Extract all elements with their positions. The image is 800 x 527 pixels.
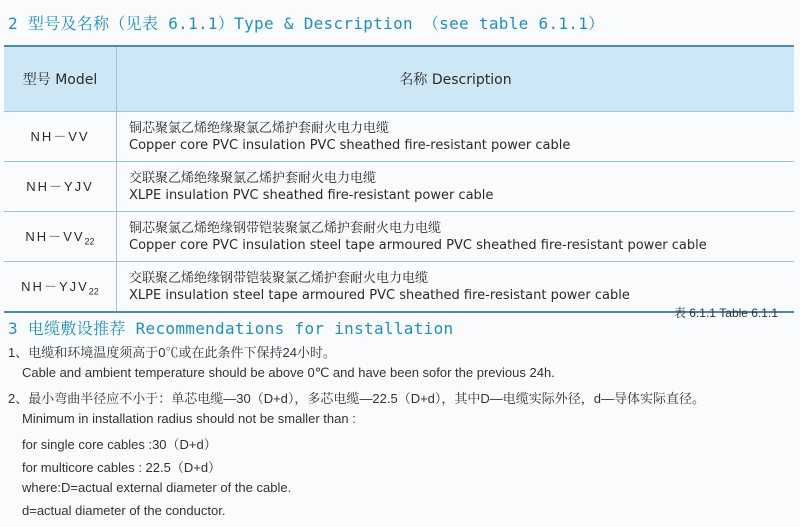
model-cell: NH－YJV [4,162,117,212]
item-2-en-line-1: Minimum in installation radius should not be smaller than : [22,411,356,426]
header-description: 名称 Description [117,46,795,112]
item-2-en-line-4: where:D=actual external diameter of the cable. [22,480,292,495]
table-row [4,162,794,212]
item-2-en-line-2: for single core cables :30（D+d） [22,437,217,452]
description-cn: 铜芯聚氯乙烯绝缘钢带铠装聚氯乙烯护套耐火电力电缆 [129,220,442,236]
item-1-en: Cable and ambient temperature should be above 0℃ and have been sofor the previous 24h. [22,365,555,380]
description-en: XLPE insulation steel tape armoured PVC sheathed fire-resistant power cable [129,287,630,303]
description-cn: 铜芯聚氯乙烯绝缘聚氯乙烯护套耐火电力电缆 [129,120,390,136]
section-title-type-description: 2 型号及名称（见表 6.1.1）Type & Description （see table 6.1.1） [8,14,605,33]
table-caption: 表 6.1.1 Table 6.1.1 [673,306,778,320]
table-row [4,212,794,262]
description-cell [117,112,795,162]
description-en: XLPE insulation PVC sheathed fire-resistant power cable [129,187,494,203]
description-cn: 交联聚乙烯绝缘聚氯乙烯护套耐火电力电缆 [129,170,377,186]
item-2-en-line-3: for multicore cables : 22.5（D+d） [22,460,222,475]
item-1-cn: 1、电缆和环境温度须高于0℃或在此条件下保持24小时。 [8,345,336,360]
table-header-row [4,46,794,112]
description-en: Copper core PVC insulation PVC sheathed fire-resistant power cable [129,137,571,153]
description-cn: 交联聚乙烯绝缘钢带铠装聚氯乙烯护套耐火电力电缆 [129,270,429,286]
section-title-installation: 3 电缆敷设推荐 Recommendations for installation [8,319,454,338]
table-row [4,112,794,162]
model-cell: NH－VV [4,112,117,162]
item-2-cn: 2、最小弯曲半径应不小于：单芯电缆—30（D+d），多芯电缆—22.5（D+d），其中D—电缆实际外径，d—导体实际直径。 [8,391,706,406]
description-cell [117,212,795,262]
model-cell: $NH-VV_{22}$ [4,212,117,262]
description-en: Copper core PVC insulation steel tape armoured PVC sheathed fire-resistant power cable [129,237,707,253]
item-2-en-line-5: d=actual diameter of the conductor. [22,503,226,518]
model-cell: $NH-YJV_{22}$ [4,262,117,313]
header-model: 型号 Model [4,46,117,112]
description-cell [117,162,795,212]
type-description-table [4,45,794,313]
